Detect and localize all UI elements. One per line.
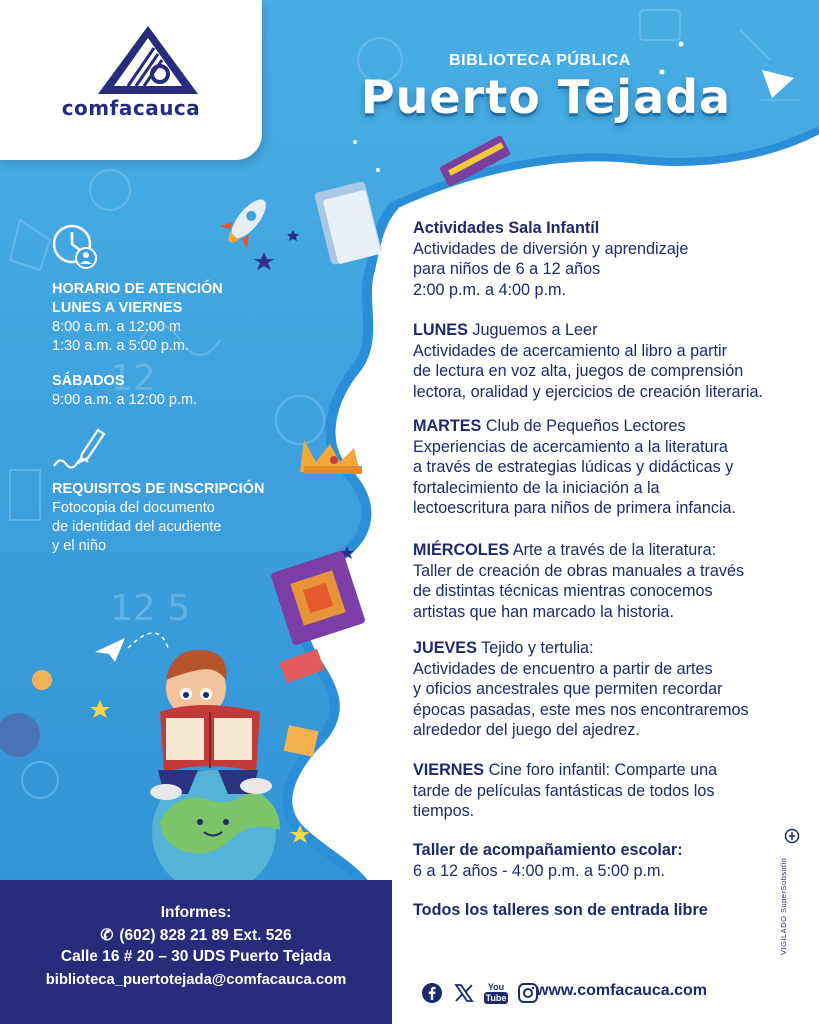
kids-room-hours: 2:00 p.m. a 4:00 p.m. — [413, 280, 566, 299]
monday-day: LUNES — [413, 321, 468, 339]
weekday-heading: LUNES A VIERNES — [52, 300, 183, 316]
free-entry-note: Todos los talleres son de entrada libre — [413, 901, 708, 919]
contact-address: Calle 16 # 20 – 30 UDS Puerto Tejada — [60, 948, 332, 965]
wednesday-section — [413, 540, 818, 622]
thursday-activity: Tejido y tertulia: — [476, 639, 594, 657]
wednesday-line: artistas que han marcado la historia. — [413, 602, 674, 621]
school-support-section — [413, 840, 818, 881]
logo-card — [0, 0, 262, 160]
weekday-hours-morning: 8:00 a.m. a 12:00 m — [52, 319, 181, 335]
supersubsidio-icon — [784, 828, 800, 844]
tuesday-activity: Club de Pequeños Lectores — [481, 417, 686, 435]
social-icons — [420, 980, 540, 1006]
monday-line: Actividades de acercamiento al libro a partir — [413, 341, 728, 360]
thursday-line: y oficios ancestrales que permiten recordar — [413, 680, 723, 698]
pencil-icon — [52, 424, 108, 472]
monday-line: lectora, oralidad y ejercicios de creación literaria. — [413, 382, 763, 401]
tuesday-day: MARTES — [413, 417, 482, 435]
svg-text:12 5: 12 5 — [110, 588, 191, 629]
thursday-line: Actividades de encuentro a partir de artes — [413, 659, 713, 678]
monday-activity: Juguemos a Leer — [467, 321, 598, 339]
svg-text:12: 12 — [110, 358, 156, 399]
tuesday-line: Experiencias de acercamiento a la literatura — [413, 437, 728, 456]
friday-day: VIERNES — [413, 761, 485, 779]
tuesday-line: a través de estrategias lúdicas y didácticas y — [413, 458, 734, 476]
contact-phone-row — [0, 926, 392, 945]
friday-line: tarde de películas fantásticas de todos los — [413, 781, 715, 800]
contact-phone[interactable]: (602) 828 21 89 Ext. 526 — [119, 927, 292, 944]
facebook-icon[interactable] — [420, 981, 444, 1005]
school-support-hours: 6 a 12 años - 4:00 p.m. a 5:00 p.m. — [413, 861, 665, 880]
tuesday-line: lectoescritura para niños de primera infancia. — [413, 499, 737, 517]
vigilado-label: VIGILADO SuperSubsidio — [779, 857, 788, 955]
thursday-day: JUEVES — [413, 639, 477, 657]
schedule-section — [52, 280, 223, 356]
requirements-line: de identidad del acudiente — [52, 519, 222, 535]
requirements-section — [52, 480, 264, 556]
website-link[interactable]: www.comfacauca.com — [536, 982, 708, 999]
saturday-section — [52, 372, 197, 410]
saturday-heading: SÁBADOS — [52, 373, 125, 389]
kids-room-section — [413, 218, 818, 300]
free-entry-section — [413, 900, 818, 921]
monday-section — [413, 320, 818, 402]
comfacauca-logo-icon — [96, 24, 200, 96]
requirements-line: y el niño — [52, 538, 107, 554]
youtube-label-top: You — [487, 982, 505, 992]
weekday-hours-afternoon: 1:30 a.m. a 5:00 p.m. — [52, 338, 190, 354]
contact-heading: Informes: — [160, 904, 232, 921]
friday-activity: Cine foro infantil: Comparte una — [484, 761, 718, 779]
kids-room-line: Actividades de diversión y aprendizaje — [413, 239, 689, 258]
contact-bar — [0, 880, 392, 1024]
schedule-heading: HORARIO DE ATENCIÓN — [52, 281, 223, 297]
wednesday-activity: Arte a través de la literatura: — [509, 541, 717, 559]
youtube-label-bottom: Tube — [485, 993, 507, 1003]
header-subtitle: BIBLIOTECA PÚBLICA — [449, 52, 631, 69]
phone-icon: ✆ — [100, 927, 114, 944]
tuesday-line: fortalecimiento de la iniciación a la — [413, 478, 660, 497]
requirements-line: Fotocopia del documento — [52, 500, 215, 516]
thursday-section — [413, 638, 818, 741]
brand-name: comfacauca — [61, 96, 201, 120]
thursday-line: alrededor del juego del ajedrez. — [413, 721, 640, 739]
x-icon[interactable] — [452, 981, 476, 1005]
saturday-hours: 9:00 a.m. a 12:00 p.m. — [52, 392, 198, 408]
clock-user-icon — [50, 222, 98, 270]
requirements-heading: REQUISITOS DE INSCRIPCIÓN — [52, 481, 265, 497]
friday-section — [413, 760, 818, 822]
wednesday-line: Taller de creación de obras manuales a través — [413, 561, 745, 580]
monday-line: de lectura en voz alta, juegos de comprensión — [413, 362, 744, 380]
kids-room-line: para niños de 6 a 12 años — [413, 260, 601, 278]
page-title: Puerto Tejada — [360, 70, 732, 124]
wednesday-day: MIÉRCOLES — [413, 541, 510, 559]
school-support-title: Taller de acompañamiento escolar: — [413, 841, 683, 859]
wednesday-line: de distintas técnicas mientras conocemos — [413, 582, 713, 600]
tuesday-section — [413, 416, 818, 519]
thursday-line: épocas pasadas, este mes nos encontraremos — [413, 700, 749, 719]
friday-line: tiempos. — [413, 802, 475, 820]
kids-room-title: Actividades Sala Infantíl — [413, 219, 600, 237]
youtube-icon[interactable] — [484, 981, 508, 1005]
contact-email[interactable]: biblioteca_puertotejada@comfacauca.com — [45, 972, 347, 988]
